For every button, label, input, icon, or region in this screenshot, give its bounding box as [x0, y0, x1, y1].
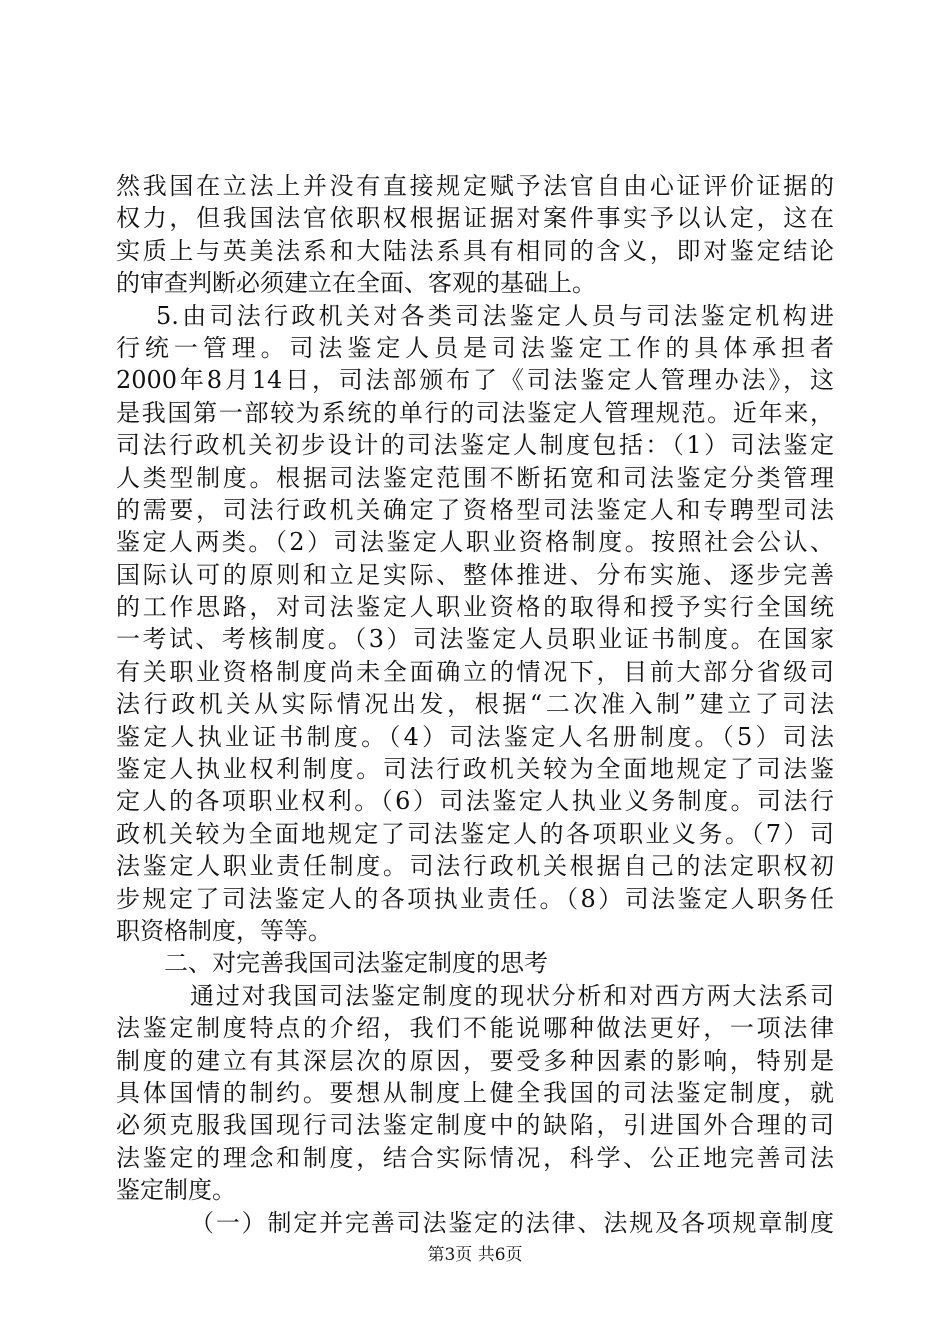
- text-line: 制度的建立有其深层次的原因，要受多种因素的影响，特别是: [116, 1046, 834, 1075]
- text-line: 然我国在立法上并没有直接规定赋予法官自由心证评价证据的: [116, 172, 834, 200]
- text-line: 法行政机关从实际情况出发，根据“二次准入制”建立了司法: [116, 690, 834, 719]
- text-line: 有关职业资格制度尚未全面确立的情况下，目前大部分省级司: [116, 657, 834, 686]
- page-number: 第3页 共6页: [427, 1245, 523, 1265]
- text-line: 一考试、考核制度。（3）司法鉴定人员职业证书制度。在国家: [116, 625, 834, 654]
- text-line: 法鉴定的理念和制度，结合实际情况，科学、公正地完善司法: [116, 1143, 834, 1172]
- text-line: 的审查判断必须建立在全面、客观的基础上。: [116, 269, 596, 298]
- text-line: 是我国第一部较为系统的单行的司法鉴定人管理规范。近年来，: [116, 398, 834, 427]
- text-line: 职资格制度，等等。: [116, 916, 332, 945]
- text-line: 鉴定人两类。（2）司法鉴定人职业资格制度。按照社会公认、: [116, 528, 834, 557]
- text-line: 鉴定人执业权利制度。司法行政机关较为全面地规定了司法鉴: [116, 755, 834, 784]
- text-line: 鉴定人执业证书制度。（4）司法鉴定人名册制度。（5）司法: [116, 722, 834, 751]
- text-line: 的工作思路，对司法鉴定人职业资格的取得和授予实行全国统: [116, 593, 834, 622]
- text-line: 法鉴定人职业责任制度。司法行政机关根据自己的法定职权初: [116, 852, 834, 881]
- text-line: 国际认可的原则和立足实际、整体推进、分布实施、逐步完善: [116, 560, 834, 589]
- text-line: 人类型制度。根据司法鉴定范围不断拓宽和司法鉴定分类管理: [116, 463, 834, 492]
- subsection-heading: （一）制定并完善司法鉴定的法律、法规及各项规章制度: [190, 1208, 834, 1237]
- text-line: 的需要，司法行政机关确定了资格型司法鉴定人和专聘型司法: [116, 495, 834, 524]
- text-line: 2000年8月14日，司法部颁布了《司法鉴定人管理办法》，这: [116, 366, 834, 395]
- text-line: 司法行政机关初步设计的司法鉴定人制度包括：（1）司法鉴定: [116, 431, 834, 460]
- text-line: 政机关较为全面地规定了司法鉴定人的各项职业义务。（7）司: [116, 819, 834, 848]
- body-text: [116, 170, 834, 1239]
- text-line: 必须克服我国现行司法鉴定制度中的缺陷，引进国外合理的司: [116, 1111, 834, 1140]
- paragraph-first-line: 通过对我国司法鉴定制度的现状分析和对西方两大法系司: [190, 981, 834, 1010]
- text-line: 实质上与英美法系和大陆法系具有相同的含义，即对鉴定结论: [116, 236, 834, 265]
- text-line: 法鉴定制度特点的介绍，我们不能说哪种做法更好，一项法律: [116, 1014, 834, 1043]
- text-line: 鉴定制度。: [116, 1176, 236, 1205]
- text-line: 定人的各项职业权利。（6）司法鉴定人执业义务制度。司法行: [116, 787, 834, 816]
- text-line: 具体国情的制约。要想从制度上健全我国的司法鉴定制度，就: [116, 1078, 834, 1107]
- text-line: 权力，但我国法官依职权根据证据对案件事实予以认定，这在: [116, 204, 834, 233]
- section-heading: 二、对完善我国司法鉴定制度的思考: [164, 949, 548, 978]
- section-5-first-line: 5.由司法行政机关对各类司法鉴定人员与司法鉴定机构进: [156, 301, 834, 330]
- text-line: 步规定了司法鉴定人的各项执业责任。（8）司法鉴定人职务任: [116, 884, 834, 913]
- text-line: 行统一管理。司法鉴定人员是司法鉴定工作的具体承担者: [116, 333, 834, 362]
